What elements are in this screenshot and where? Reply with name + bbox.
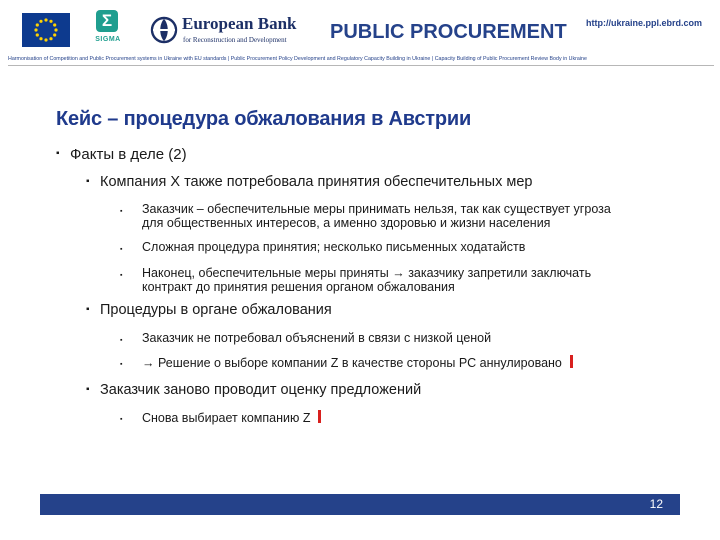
bullet-marker: ▪ bbox=[120, 272, 123, 279]
bullet-marker: ▪ bbox=[86, 176, 90, 187]
bullet-text: Компания X также потребовала принятия обеспечительных мер bbox=[100, 174, 533, 190]
ebrd-logo bbox=[150, 12, 320, 52]
program-title: PUBLIC PROCUREMENT bbox=[330, 21, 567, 43]
website-link[interactable]: http://ukraine.ppl.ebrd.com bbox=[585, 18, 702, 28]
header-divider bbox=[8, 65, 714, 66]
sigma-label: SIGMA bbox=[95, 36, 121, 43]
bullet-marker: ▪ bbox=[120, 416, 123, 423]
bullet-text: Заказчик заново проводит оценку предложений bbox=[100, 382, 422, 398]
bullet-text: Процедуры в органе обжалования bbox=[100, 302, 332, 318]
ebrd-emblem-icon bbox=[150, 16, 178, 44]
bullet-text-line1: Заказчик – обеспечительные меры принимать нельзя, так как существует угроза bbox=[142, 202, 611, 216]
bullet-text: Заказчик не потребовал объяснений в связи с низкой ценой bbox=[142, 331, 492, 345]
bullet-text-row bbox=[142, 410, 321, 425]
bullet-text: Факты в деле (2) bbox=[70, 146, 187, 163]
bullet-marker: ▪ bbox=[56, 148, 60, 159]
bullet-marker: ▪ bbox=[120, 337, 123, 344]
program-tagline: Harmonisation of Competition and Public Procurement systems in Ukraine with EU standards | Public Procurement Policy Development and Regulatory Capacity Building in Ukraine | Capacity Building of Public Procurement Review Body in Ukraine bbox=[8, 56, 587, 62]
bullet-marker: ▪ bbox=[120, 361, 123, 368]
bullet-text-line2: для общественных интересов, а именно здоровью и жизни населения bbox=[142, 216, 551, 230]
sigma-logo bbox=[88, 10, 128, 54]
ebrd-name: European Bank bbox=[182, 14, 297, 33]
bullet-marker: ▪ bbox=[86, 384, 90, 395]
footer-bar bbox=[40, 494, 680, 515]
sigma-icon: Σ bbox=[96, 10, 118, 32]
page-number: 12 bbox=[649, 497, 663, 511]
bullet-marker: ▪ bbox=[120, 208, 123, 215]
red-marker-icon bbox=[570, 355, 573, 368]
slide-title: Кейс – процедура обжалования в Австрии bbox=[56, 108, 472, 130]
red-marker-icon bbox=[318, 410, 321, 423]
header-banner bbox=[0, 0, 720, 72]
ebrd-subtitle: for Reconstruction and Development bbox=[183, 36, 287, 44]
bullet-text-line2: контракт до принятия решения органом обжалования bbox=[142, 280, 455, 294]
bullet-text-line1: Наконец, обеспечительные меры приняты → заказчику запретили заключать bbox=[142, 266, 592, 280]
bullet-marker: ▪ bbox=[86, 304, 90, 315]
bullet-text-row bbox=[142, 355, 573, 370]
bullet-text: Снова выбирает компанию Z bbox=[142, 411, 311, 425]
bullet-marker: ▪ bbox=[120, 246, 123, 253]
eu-flag-icon bbox=[22, 13, 70, 47]
bullet-text: → Решение о выборе компании Z в качестве стороны PC аннулировано bbox=[142, 356, 562, 370]
bullet-text: Сложная процедура принятия; несколько письменных ходатайств bbox=[142, 240, 526, 254]
